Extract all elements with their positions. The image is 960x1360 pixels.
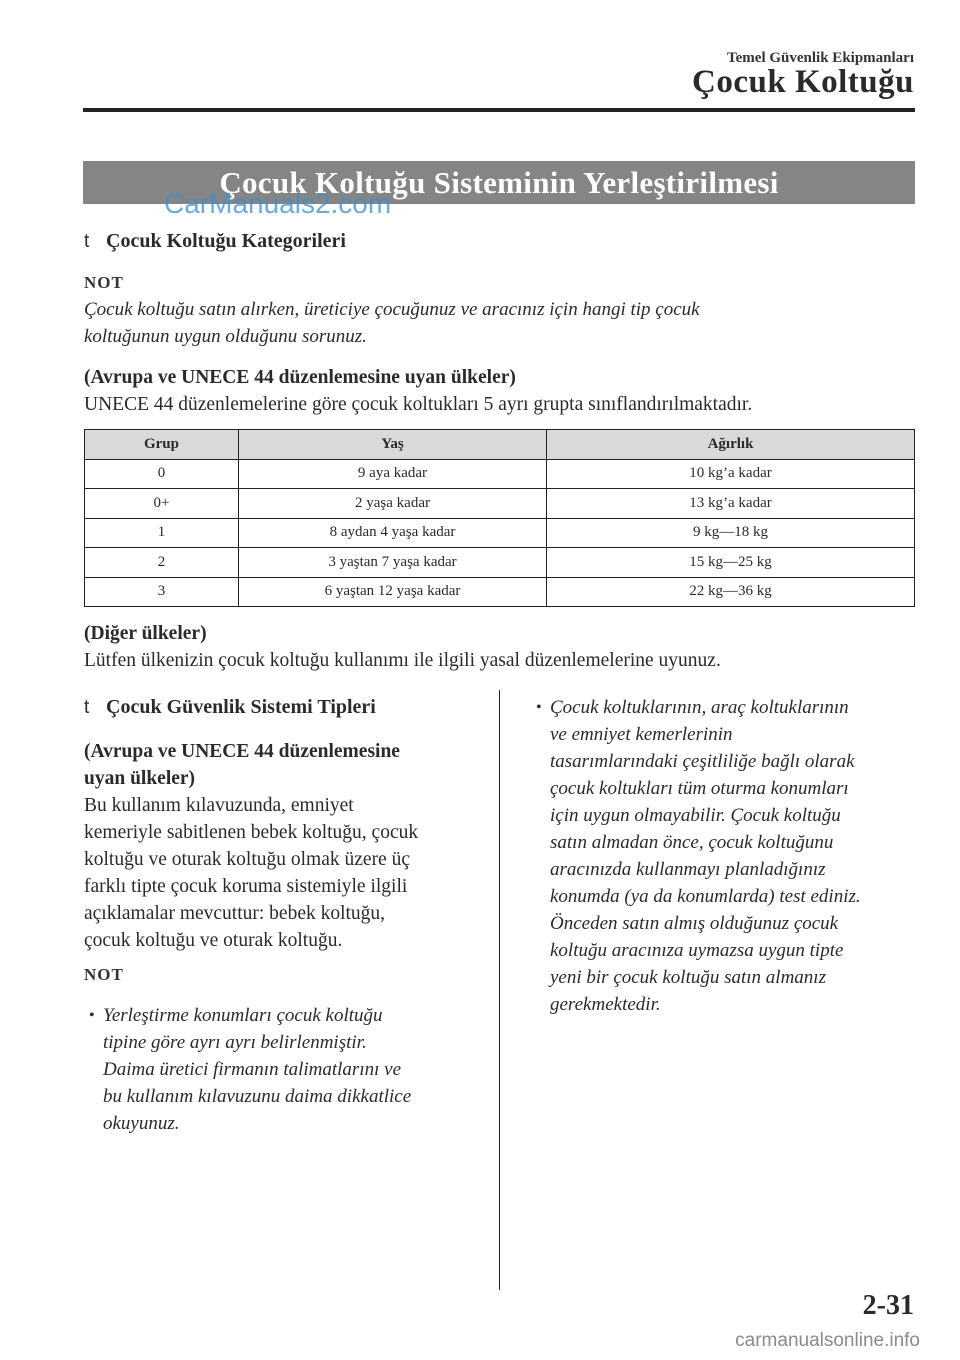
note-item [536, 694, 861, 1018]
footer-site-link[interactable]: carmanualsonline.info [735, 1330, 920, 1351]
region-heading-2 [84, 738, 400, 792]
cell-group: 3 [85, 577, 239, 607]
region-text: UNECE 44 düzenlemelerine göre çocuk koltukları 5 ayrı grupta sınıflandırılmaktadır. [84, 394, 753, 415]
bullet-marker: t [84, 231, 90, 252]
body-line: çocuk koltuğu ve oturak koltuğu. [84, 930, 343, 951]
cell-age: 9 aya kadar [239, 459, 547, 489]
body-line: farklı tipte çocuk koruma sistemiyle ilgili [84, 876, 408, 897]
cell-age: 3 yaştan 7 yaşa kadar [239, 548, 547, 578]
cell-group: 1 [85, 518, 239, 548]
table-row [85, 548, 915, 578]
table-row [85, 577, 915, 607]
note-item-line: tasarımlarındaki çeşitliliğe bağlı olarak [550, 751, 855, 772]
cell-group: 0+ [85, 489, 239, 519]
page-title: Çocuk Koltuğu Sisteminin Yerleştirilmesi [219, 164, 779, 200]
note-item-line: Yerleştirme konumları çocuk koltuğu [103, 1005, 383, 1026]
note-item-line: yeni bir çocuk koltuğu satın almanız [550, 967, 826, 988]
restraint-types-text [84, 792, 418, 954]
region-heading-line: (Avrupa ve UNECE 44 düzenlemesine [84, 741, 400, 762]
note-item-line: aracınızda kullanmayı planladığınız [550, 859, 826, 880]
bullet-dot: • [536, 699, 542, 716]
cell-weight: 10 kg’a kadar [547, 459, 915, 489]
table-row [85, 489, 915, 519]
cell-weight: 22 kg—36 kg [547, 577, 915, 607]
table-row [85, 518, 915, 548]
header-grup: Grup [85, 430, 239, 460]
header-yas: Yaş [239, 430, 547, 460]
child-seat-group-table [84, 429, 915, 607]
heading-text: Çocuk Güvenlik Sistemi Tipleri [106, 696, 376, 718]
cell-age: 8 aydan 4 yaşa kadar [239, 518, 547, 548]
table-header-row [85, 430, 915, 460]
bullet-dot: • [89, 1007, 95, 1024]
note-item-line: Çocuk koltuklarının, araç koltuklarının [550, 697, 849, 718]
note-line: koltuğunun uygun olduğunu sorunuz. [84, 326, 367, 347]
note-item-line: okuyunuz. [103, 1113, 180, 1134]
body-line: koltuğu ve oturak koltuğu olmak üzere üç [84, 849, 410, 870]
header-divider [83, 108, 915, 112]
bullet-marker: t [84, 697, 90, 718]
body-line: kemeriyle sabitlenen bebek koltuğu, çocuk [84, 822, 419, 843]
note-text [84, 296, 700, 350]
note-item-line: çocuk koltukları tüm oturma konumları [550, 778, 849, 799]
note-item [89, 1002, 412, 1137]
column-divider [499, 690, 500, 1290]
note-item-line: Daima üretici firmanın talimatlarını ve [103, 1059, 401, 1080]
note-label-2: NOT [84, 965, 124, 984]
cell-weight: 15 kg—25 kg [547, 548, 915, 578]
note-item-line: satın almadan önce, çocuk koltuğunu [550, 832, 834, 853]
region-heading: (Avrupa ve UNECE 44 düzenlemesine uyan ülkeler) [84, 367, 516, 388]
body-line: Bu kullanım kılavuzunda, emniyet [84, 795, 354, 816]
body-line: açıklamalar mevcuttur: bebek koltuğu, [84, 903, 386, 924]
chapter-title: Çocuk Koltuğu [692, 64, 914, 100]
heading-text: Çocuk Koltuğu Kategorileri [106, 230, 346, 252]
watermark: CarManuals2.com [164, 188, 392, 219]
note-item-line: için uygun olmayabilir. Çocuk koltuğu [550, 805, 841, 826]
section-title: Temel Güvenlik Ekipmanları [727, 50, 914, 66]
cell-age: 2 yaşa kadar [239, 489, 547, 519]
cell-weight: 9 kg—18 kg [547, 518, 915, 548]
note-item-line: bu kullanım kılavuzunu daima dikkatlice [103, 1086, 412, 1107]
note-line: Çocuk koltuğu satın alırken, üreticiye çocuğunuz ve aracınız için hangi tip çocuk [84, 299, 700, 320]
table-row [85, 459, 915, 489]
note-item-line: ve emniyet kemerlerinin [550, 724, 733, 745]
note-item-line: Önceden satın almış olduğunuz çocuk [550, 913, 839, 934]
cell-age: 6 yaştan 12 yaşa kadar [239, 577, 547, 607]
other-countries-heading: (Diğer ülkeler) [84, 623, 207, 644]
other-countries-text: Lütfen ülkenizin çocuk koltuğu kullanımı ile ilgili yasal düzenlemelerine uyunuz. [84, 650, 721, 671]
note-label: NOT [84, 273, 124, 292]
section-heading-categories [84, 230, 346, 253]
cell-group: 0 [85, 459, 239, 489]
cell-weight: 13 kg’a kadar [547, 489, 915, 519]
note-item-line: tipine göre ayrı ayrı belirlenmiştir. [103, 1032, 367, 1053]
cell-group: 2 [85, 548, 239, 578]
note-item-line: gerekmektedir. [550, 994, 661, 1015]
page-number: 2-31 [862, 1290, 914, 1321]
section-heading-restraint-types [84, 696, 376, 719]
header-agirlik: Ağırlık [547, 430, 915, 460]
note-item-line: koltuğu aracınıza uymazsa uygun tipte [550, 940, 844, 961]
note-item-line: konumda (ya da konumlarda) test ediniz. [550, 886, 861, 907]
region-heading-line: uyan ülkeler) [84, 768, 196, 789]
